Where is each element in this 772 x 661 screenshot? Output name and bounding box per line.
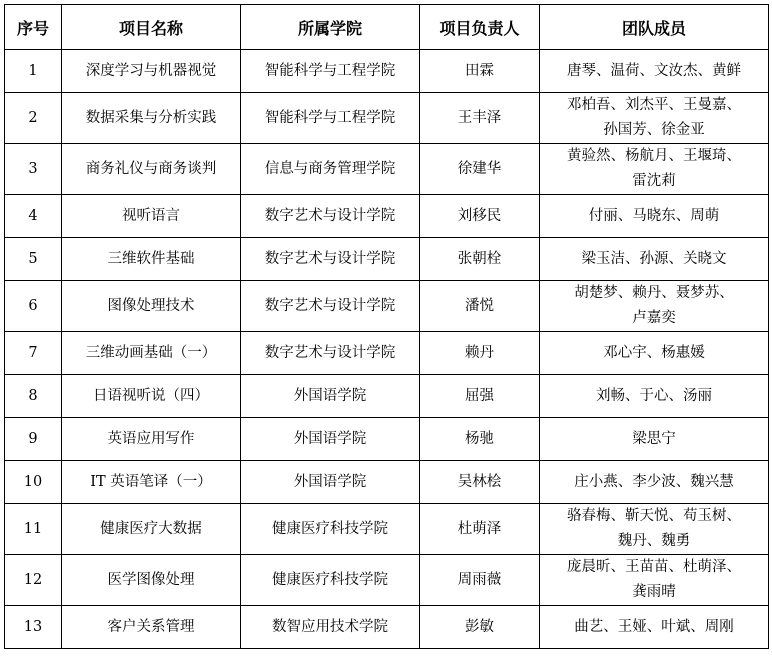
members-line: 付丽、马晓东、周萌 <box>588 207 720 224</box>
cell-members <box>540 238 769 281</box>
cell-college: 健康医疗科技学院 <box>241 504 420 555</box>
cell-leader: 赖丹 <box>420 332 540 375</box>
cell-index: 10 <box>5 461 62 504</box>
cell-project-name: 三维动画基础（一） <box>62 332 241 375</box>
members-line: 曲艺、王娅、叶斌、周刚 <box>574 618 734 635</box>
cell-leader: 周雨薇 <box>420 555 540 606</box>
table-row <box>5 238 769 281</box>
cell-project-name: 日语视听说（四） <box>62 375 241 418</box>
table-row <box>5 418 769 461</box>
cell-index: 2 <box>5 93 62 144</box>
cell-members <box>540 93 769 144</box>
header-project-name: 项目名称 <box>62 5 241 50</box>
members-line: 孙国芳、徐金亚 <box>603 122 705 138</box>
members-line: 庞晨昕、王苗苗、杜萌泽、 <box>567 559 741 575</box>
cell-leader: 田霖 <box>420 50 540 93</box>
cell-college: 智能科学与工程学院 <box>241 50 420 93</box>
cell-members <box>540 418 769 461</box>
table-row <box>5 93 769 144</box>
members-line: 龚雨晴 <box>632 584 676 600</box>
cell-project-name: 视听语言 <box>62 195 241 238</box>
header-leader: 项目负责人 <box>420 5 540 50</box>
table-row <box>5 50 769 93</box>
cell-index: 3 <box>5 144 62 195</box>
members-line: 魏丹、魏勇 <box>617 533 691 549</box>
cell-leader: 刘移民 <box>420 195 540 238</box>
cell-index: 4 <box>5 195 62 238</box>
cell-leader: 张朝栓 <box>420 238 540 281</box>
cell-index: 12 <box>5 555 62 606</box>
cell-project-name: 深度学习与机器视觉 <box>62 50 241 93</box>
table-row <box>5 195 769 238</box>
cell-members <box>540 504 769 555</box>
cell-index: 13 <box>5 606 62 649</box>
cell-leader: 吴林桧 <box>420 461 540 504</box>
cell-project-name: 英语应用写作 <box>62 418 241 461</box>
table-body <box>5 50 769 649</box>
cell-project-name: IT 英语笔译（一） <box>62 461 241 504</box>
table-row <box>5 375 769 418</box>
members-line: 唐琴、温荷、文汝杰、黄鲜 <box>567 62 741 79</box>
cell-college: 外国语学院 <box>241 375 420 418</box>
cell-college: 外国语学院 <box>241 461 420 504</box>
cell-index: 11 <box>5 504 62 555</box>
members-line: 邓心宇、杨惠媛 <box>603 344 705 361</box>
cell-project-name: 医学图像处理 <box>62 555 241 606</box>
members-line: 胡楚梦、赖丹、聂梦苏、 <box>574 285 734 301</box>
cell-index: 5 <box>5 238 62 281</box>
members-line: 邓柏吾、刘杰平、王曼嘉、 <box>567 97 741 113</box>
cell-project-name: 商务礼仪与商务谈判 <box>62 144 241 195</box>
members-line: 卢嘉奕 <box>632 310 676 326</box>
cell-members <box>540 50 769 93</box>
cell-project-name: 客户关系管理 <box>62 606 241 649</box>
cell-project-name: 数据采集与分析实践 <box>62 93 241 144</box>
table-row <box>5 606 769 649</box>
cell-leader: 杜萌泽 <box>420 504 540 555</box>
cell-leader: 潘悦 <box>420 281 540 332</box>
cell-members <box>540 461 769 504</box>
cell-members <box>540 144 769 195</box>
table-row <box>5 281 769 332</box>
cell-index: 9 <box>5 418 62 461</box>
cell-leader: 王丰泽 <box>420 93 540 144</box>
project-table <box>4 4 769 649</box>
table-row <box>5 555 769 606</box>
cell-project-name: 三维软件基础 <box>62 238 241 281</box>
header-college: 所属学院 <box>241 5 420 50</box>
cell-index: 8 <box>5 375 62 418</box>
cell-college: 数字艺术与设计学院 <box>241 195 420 238</box>
cell-college: 健康医疗科技学院 <box>241 555 420 606</box>
project-table-container <box>4 4 768 649</box>
cell-index: 7 <box>5 332 62 375</box>
members-line: 庄小燕、李少波、魏兴慧 <box>574 473 734 490</box>
members-line: 刘畅、于心、汤丽 <box>596 387 712 404</box>
cell-members <box>540 555 769 606</box>
members-line: 梁思宁 <box>632 430 676 447</box>
cell-index: 1 <box>5 50 62 93</box>
cell-members <box>540 281 769 332</box>
table-header-row <box>5 5 769 50</box>
table-row <box>5 332 769 375</box>
table-row <box>5 461 769 504</box>
cell-leader: 徐建华 <box>420 144 540 195</box>
cell-project-name: 健康医疗大数据 <box>62 504 241 555</box>
cell-college: 信息与商务管理学院 <box>241 144 420 195</box>
cell-members <box>540 375 769 418</box>
cell-leader: 屈强 <box>420 375 540 418</box>
table-row <box>5 504 769 555</box>
header-members: 团队成员 <box>540 5 769 50</box>
cell-college: 智能科学与工程学院 <box>241 93 420 144</box>
cell-college: 数字艺术与设计学院 <box>241 281 420 332</box>
table-row <box>5 144 769 195</box>
cell-members <box>540 332 769 375</box>
cell-members <box>540 606 769 649</box>
cell-leader: 彭敏 <box>420 606 540 649</box>
cell-project-name: 图像处理技术 <box>62 281 241 332</box>
members-line: 骆春梅、靳天悦、苟玉树、 <box>567 508 741 524</box>
header-index: 序号 <box>5 5 62 50</box>
cell-college: 数字艺术与设计学院 <box>241 332 420 375</box>
cell-leader: 杨驰 <box>420 418 540 461</box>
cell-college: 数智应用技术学院 <box>241 606 420 649</box>
members-line: 梁玉洁、孙源、关晓文 <box>581 250 727 267</box>
cell-college: 外国语学院 <box>241 418 420 461</box>
members-line: 雷沈莉 <box>632 173 676 189</box>
members-line: 黄验然、杨航月、王堰琦、 <box>567 148 741 164</box>
cell-college: 数字艺术与设计学院 <box>241 238 420 281</box>
cell-members <box>540 195 769 238</box>
cell-index: 6 <box>5 281 62 332</box>
